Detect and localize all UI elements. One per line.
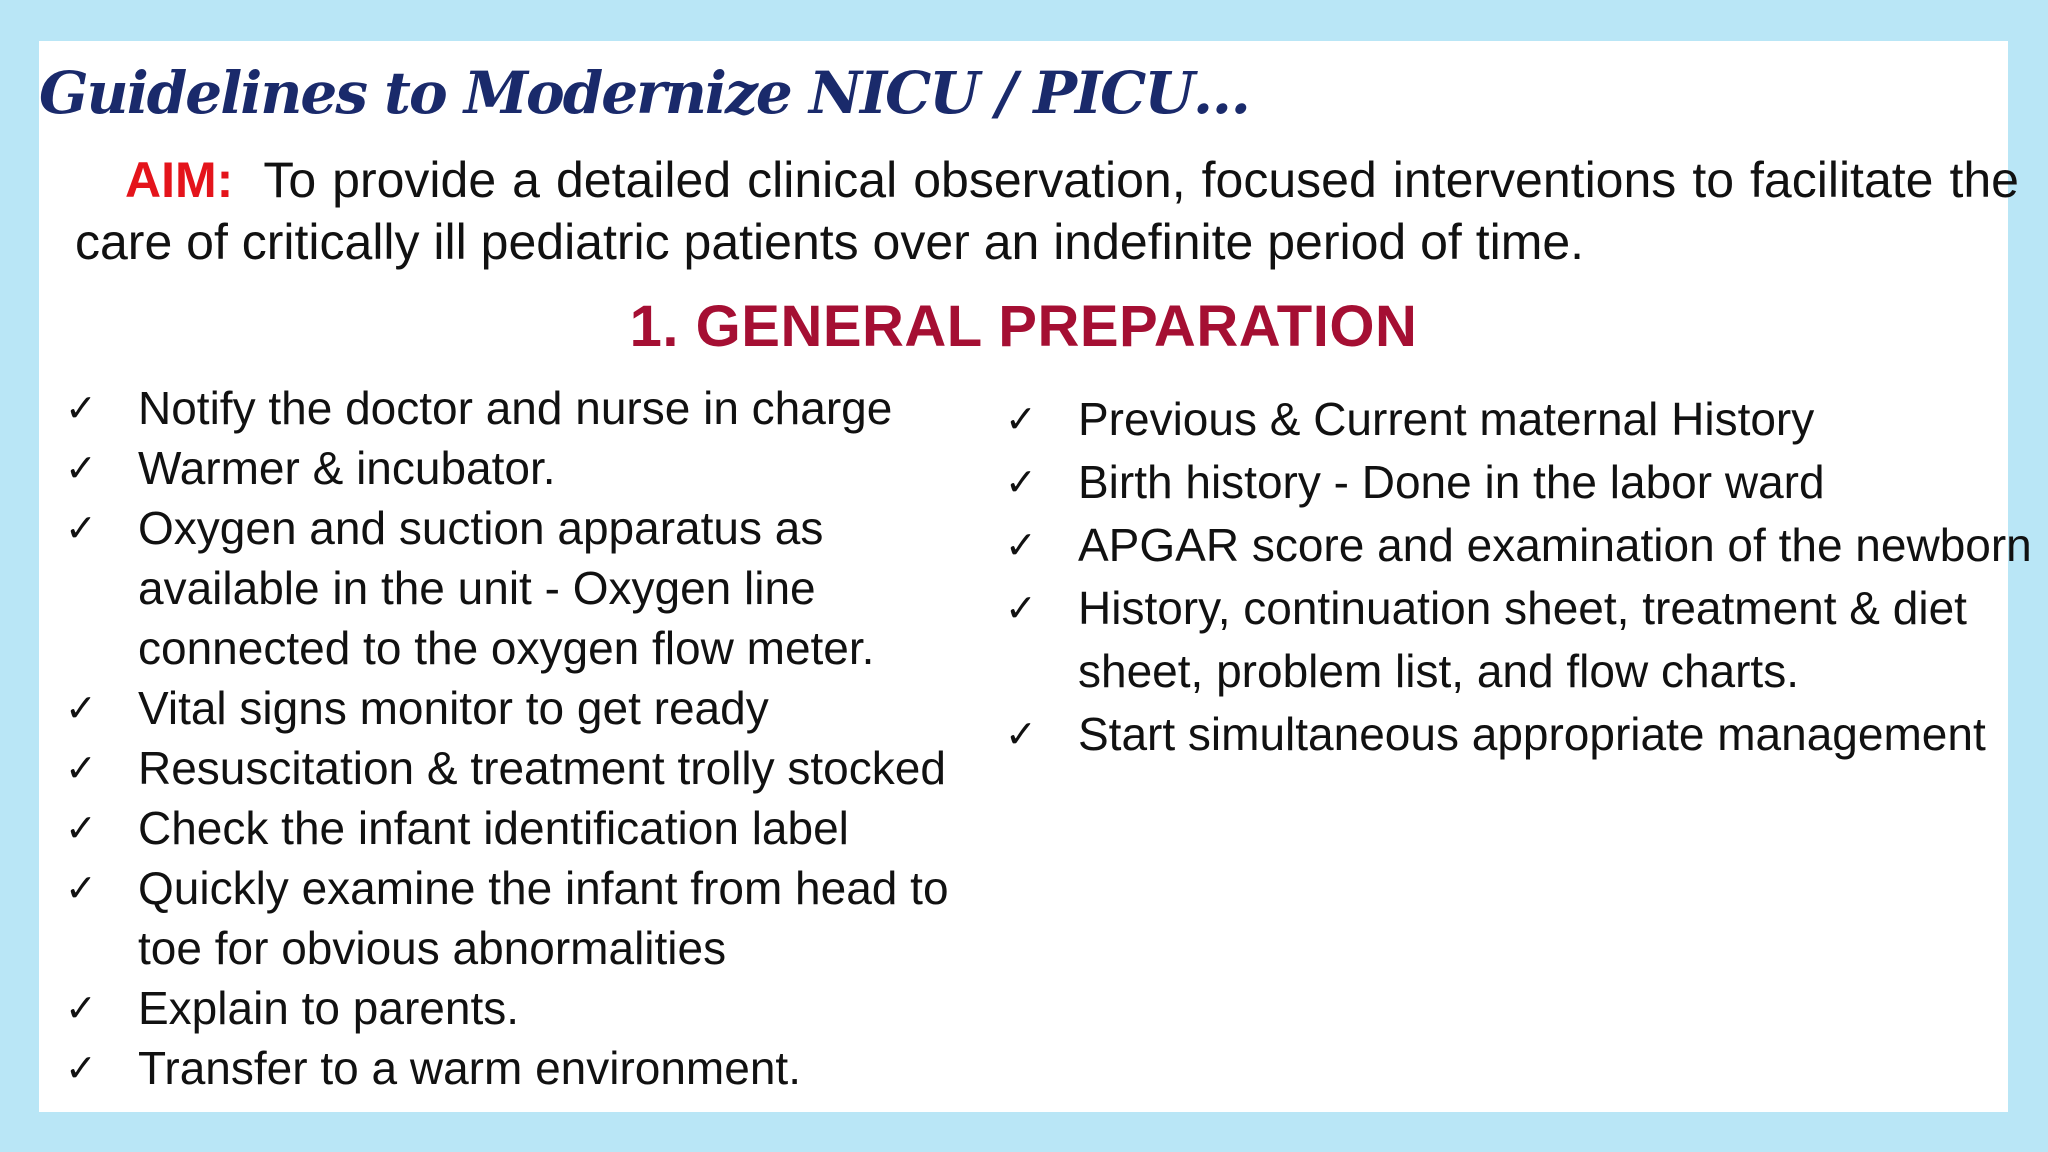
checkmark-icon: ✓ xyxy=(65,746,97,790)
checkmark-icon: ✓ xyxy=(1005,712,1037,756)
list-item-text: Resuscitation & treatment trolly stocked xyxy=(138,742,946,794)
checkmark-icon: ✓ xyxy=(1005,460,1037,504)
checkmark-icon: ✓ xyxy=(65,986,97,1030)
list-item xyxy=(61,978,1001,1038)
list-item xyxy=(61,498,1001,678)
checkmark-icon: ✓ xyxy=(1005,523,1037,567)
list-item xyxy=(61,1038,1001,1098)
checkmark-icon: ✓ xyxy=(65,386,97,430)
list-item-text: Previous & Current maternal History xyxy=(1078,393,1815,445)
checkmark-icon: ✓ xyxy=(65,686,97,730)
list-item xyxy=(61,678,1001,738)
list-item xyxy=(61,858,1001,978)
checkmark-icon: ✓ xyxy=(65,506,97,550)
checkmark-icon: ✓ xyxy=(65,1046,97,1090)
section-title: 1. GENERAL PREPARATION xyxy=(629,294,1418,359)
list-item-text: Check the infant identification label xyxy=(138,802,849,854)
list-item-text: History, continuation sheet, treatment & diet sheet, problem list, and flow charts. xyxy=(1078,582,1967,697)
aim-paragraph xyxy=(75,149,2019,273)
list-item-text: Vital signs monitor to get ready xyxy=(138,682,769,734)
aim-label: AIM: xyxy=(125,152,234,208)
list-item-text: Birth history - Done in the labor ward xyxy=(1078,456,1825,508)
list-item xyxy=(61,798,1001,858)
list-item xyxy=(1001,703,2041,766)
checkmark-icon: ✓ xyxy=(65,446,97,490)
list-item-text: APGAR score and examination of the newborn xyxy=(1078,519,2032,571)
slide-title: Guidelines to Modernize NICU / PICU… xyxy=(39,59,1249,127)
left-checklist xyxy=(61,378,1001,1098)
list-item xyxy=(61,438,1001,498)
list-item-text: Start simultaneous appropriate management xyxy=(1078,708,1986,760)
list-item xyxy=(1001,451,2041,514)
aim-text: To provide a detailed clinical observation, focused interventions to facilitate the care of critically ill pediatric patients over an indefinite period of time. xyxy=(75,152,2019,270)
list-item-text: Notify the doctor and nurse in charge xyxy=(138,382,893,434)
list-item xyxy=(61,738,1001,798)
list-item-text: Oxygen and suction apparatus as available in the unit - Oxygen line connected to the oxygen flow meter. xyxy=(138,502,875,674)
checkmark-icon: ✓ xyxy=(65,806,97,850)
list-item-text: Quickly examine the infant from head to toe for obvious abnormalities xyxy=(138,862,949,974)
slide xyxy=(39,41,2032,1112)
list-item xyxy=(61,378,1001,438)
right-checklist xyxy=(1001,388,2041,766)
checkmark-icon: ✓ xyxy=(1005,586,1037,630)
checkmark-icon: ✓ xyxy=(65,866,97,910)
list-item-text: Warmer & incubator. xyxy=(138,442,556,494)
list-item xyxy=(1001,514,2041,577)
checkmark-icon: ✓ xyxy=(1005,397,1037,441)
list-item-text: Transfer to a warm environment. xyxy=(138,1042,801,1094)
list-item xyxy=(1001,577,2041,703)
list-item xyxy=(1001,388,2041,451)
list-item-text: Explain to parents. xyxy=(138,982,520,1034)
